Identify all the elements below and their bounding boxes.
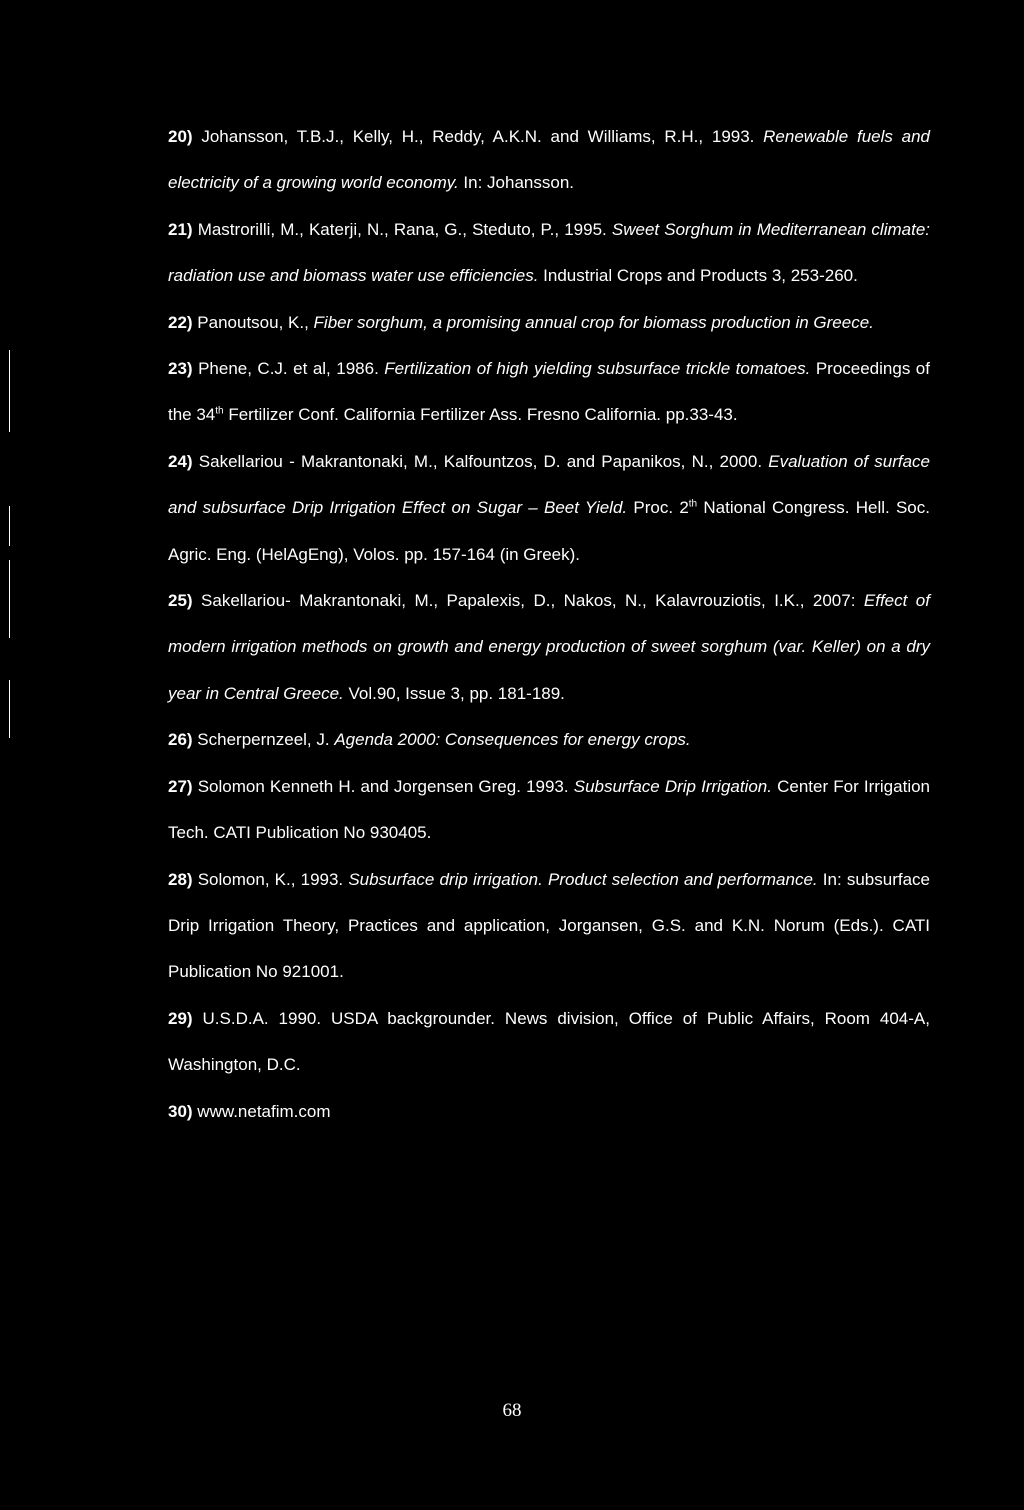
reference-item <box>168 346 930 439</box>
reference-text: Vol.90, Issue 3, pp. 181-189. <box>343 683 565 703</box>
reference-list <box>168 114 930 1135</box>
reference-text: Proceedings of the 34 <box>168 359 930 425</box>
reference-title: Subsurface Drip Irrigation. <box>573 776 772 796</box>
reference-number: 24) <box>168 451 193 471</box>
reference-item <box>168 114 930 207</box>
reference-text: Solomon Kenneth H. and Jorgensen Greg. 1993. <box>192 776 574 796</box>
reference-number: 30) <box>168 1101 193 1121</box>
reference-text: Industrial Crops and Products 3, 253-260. <box>538 266 858 286</box>
reference-text: Panoutsou, K., <box>192 312 314 332</box>
reference-number: 28) <box>168 869 193 889</box>
reference-item <box>168 1089 930 1135</box>
reference-item <box>168 207 930 300</box>
reference-title: Evaluation of surface and subsurface Drip Irrigation Effect on Sugar – Beet Yield. <box>168 451 930 518</box>
reference-text: In: subsurface Drip Irrigation Theory, Practices and application, Jorgansen, G.S. and K.N. Norum (Eds.). CATI Publication No 921001. <box>168 869 930 982</box>
reference-item <box>168 996 930 1089</box>
margin-line <box>9 350 10 432</box>
reference-item <box>168 578 930 717</box>
reference-number: 26) <box>168 730 193 750</box>
superscript: th <box>688 498 698 510</box>
reference-text: Sakellariou - Makrantonaki, M., Kalfountzos, D. and Papanikos, N., 2000. <box>192 451 769 471</box>
reference-text: Proc. 2 <box>627 498 689 518</box>
reference-number: 20) <box>168 127 193 146</box>
reference-text: Sakellariou- Makrantonaki, M., Papalexis, D., Nakos, N., Kalavrouziotis, I.K., 2007: <box>192 591 864 611</box>
reference-number: 22) <box>168 312 193 332</box>
reference-text: Fertilizer Conf. California Fertilizer Ass. Fresno California. pp.33-43. <box>223 405 738 425</box>
reference-number: 23) <box>168 359 193 379</box>
reference-title: Fiber sorghum, a promising annual crop for biomass production in Greece. <box>313 312 874 332</box>
reference-text: Mastrorilli, M., Katerji, N., Rana, G., Steduto, P., 1995. <box>192 219 612 239</box>
reference-text: Scherpernzeel, J. <box>192 730 335 750</box>
page-number: 68 <box>502 1400 522 1421</box>
margin-line <box>9 680 10 738</box>
reference-number: 29) <box>168 1008 193 1028</box>
reference-number: 27) <box>168 776 193 796</box>
reference-title: Sweet Sorghum in Mediterranean climate: radiation use and biomass water use efficiencies. <box>168 219 930 286</box>
superscript: th <box>215 405 224 417</box>
reference-text: www.netafim.com <box>192 1101 331 1121</box>
reference-text: Solomon, K., 1993. <box>192 869 349 889</box>
reference-number: 21) <box>168 219 193 239</box>
margin-line <box>9 560 10 638</box>
reference-text: Center For Irrigation Tech. CATI Publication No 930405. <box>168 776 931 843</box>
reference-text: In: Johansson. <box>458 173 575 193</box>
reference-item <box>168 857 930 996</box>
reference-text: Phene, C.J. et al, 1986. <box>192 359 385 379</box>
reference-number: 25) <box>168 591 193 611</box>
reference-item <box>168 764 930 857</box>
margin-line <box>9 506 10 546</box>
reference-item <box>168 439 930 578</box>
reference-title: Subsurface drip irrigation. Product selection and performance. <box>348 869 818 889</box>
reference-title: Renewable fuels and electricity of a growing world economy. <box>168 127 930 193</box>
reference-text: National Congress. Hell. Soc. Agric. Eng. (HelAgEng), Volos. pp. 157-164 (in Greek). <box>168 498 930 564</box>
reference-title: Fertilization of high yielding subsurface trickle tomatoes. <box>384 359 811 379</box>
reference-text: U.S.D.A. 1990. USDA backgrounder. News division, Office of Public Affairs, Room 404-A, Washington, D.C. <box>168 1008 930 1075</box>
reference-title: Effect of modern irrigation methods on growth and energy production of sweet sorghum (var. Keller) on a dry year in Central Greece. <box>168 591 930 703</box>
reference-title: Agenda 2000: Consequences for energy crops. <box>334 730 691 750</box>
reference-text: Johansson, T.B.J., Kelly, H., Reddy, A.K.N. and Williams, R.H., 1993. <box>192 127 764 146</box>
reference-item <box>168 300 930 346</box>
reference-item <box>168 717 930 763</box>
